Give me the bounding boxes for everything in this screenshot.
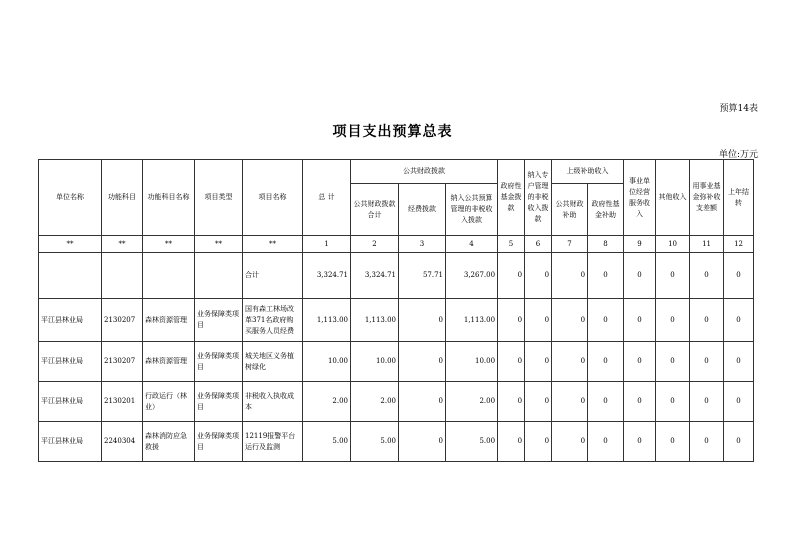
header-gov-fund: 政府性基金拨款 xyxy=(498,160,525,236)
pf-total-cell: 1,113.00 xyxy=(351,299,399,342)
us-public-cell: 0 xyxy=(552,382,588,422)
col-number: 8 xyxy=(588,236,624,253)
other-income-cell: 0 xyxy=(656,342,690,382)
unit-label: 单位:万元 xyxy=(718,150,758,160)
unit-cell: 平江县林业局 xyxy=(39,422,102,462)
funding-cell: 0 xyxy=(399,382,446,422)
funding-cell: 0 xyxy=(399,342,446,382)
special-nontax-cell: 0 xyxy=(525,382,552,422)
column-number-row xyxy=(39,236,754,253)
header-func-name: 功能科目名称 xyxy=(143,160,195,236)
service-income-cell: 0 xyxy=(624,253,656,299)
special-nontax-cell: 0 xyxy=(525,299,552,342)
header-service-income: 事业单位经营服务收入 xyxy=(624,160,656,236)
total-cell: 2.00 xyxy=(303,382,351,422)
header-carryover: 上年结转 xyxy=(724,160,754,236)
carryover-cell: 0 xyxy=(724,422,754,462)
header-pf-nontax: 纳入公共预算管理的非税收入拨款 xyxy=(446,184,498,236)
total-cell: 3,324.71 xyxy=(303,253,351,299)
special-nontax-cell: 0 xyxy=(525,422,552,462)
funding-cell: 0 xyxy=(399,422,446,462)
func-code-cell xyxy=(102,253,143,299)
project-type-cell xyxy=(195,253,243,299)
header-us-gov-fund: 政府性基金补助 xyxy=(588,184,624,236)
nontax-cell: 1,113.00 xyxy=(446,299,498,342)
fund-fill-cell: 0 xyxy=(690,342,724,382)
table-row xyxy=(39,422,754,462)
fund-fill-cell: 0 xyxy=(690,382,724,422)
other-income-cell: 0 xyxy=(656,253,690,299)
us-gov-fund-cell: 0 xyxy=(588,253,624,299)
pf-total-cell: 5.00 xyxy=(351,422,399,462)
gov-fund-cell: 0 xyxy=(498,299,525,342)
special-nontax-cell: 0 xyxy=(525,342,552,382)
other-income-cell: 0 xyxy=(656,422,690,462)
header-fund-fill: 用事业基金弥补收支差额 xyxy=(690,160,724,236)
col-number: ** xyxy=(102,236,143,253)
total-cell: 1,113.00 xyxy=(303,299,351,342)
func-code-cell: 2130207 xyxy=(102,342,143,382)
project-type-cell: 业务保障类项目 xyxy=(195,422,243,462)
col-number: 10 xyxy=(656,236,690,253)
func-code-cell: 2130201 xyxy=(102,382,143,422)
func-name-cell: 行政运行（林业） xyxy=(143,382,195,422)
funding-cell: 57.71 xyxy=(399,253,446,299)
total-cell: 5.00 xyxy=(303,422,351,462)
project-name-cell: 非税收入执收成本 xyxy=(243,382,303,422)
us-public-cell: 0 xyxy=(552,342,588,382)
func-name-cell xyxy=(143,253,195,299)
func-code-cell: 2240304 xyxy=(102,422,143,462)
header-public-finance: 公共财政拨款 xyxy=(351,160,498,184)
carryover-cell: 0 xyxy=(724,253,754,299)
gov-fund-cell: 0 xyxy=(498,253,525,299)
us-gov-fund-cell: 0 xyxy=(588,342,624,382)
total-cell: 10.00 xyxy=(303,342,351,382)
col-number: 12 xyxy=(724,236,754,253)
service-income-cell: 0 xyxy=(624,342,656,382)
header-special-nontax: 纳入专户管理的非税收入拨款 xyxy=(525,160,552,236)
project-type-cell: 业务保障类项目 xyxy=(195,299,243,342)
func-name-cell: 森林资源管理 xyxy=(143,299,195,342)
table-row xyxy=(39,382,754,422)
project-name-cell: 合计 xyxy=(243,253,303,299)
nontax-cell: 5.00 xyxy=(446,422,498,462)
page-title: 项目支出预算总表 xyxy=(332,124,453,140)
nontax-cell: 3,267.00 xyxy=(446,253,498,299)
project-name-cell: 城关地区义务植树绿化 xyxy=(243,342,303,382)
pf-total-cell: 10.00 xyxy=(351,342,399,382)
header-unit-name: 单位名称 xyxy=(39,160,102,236)
other-income-cell: 0 xyxy=(656,299,690,342)
carryover-cell: 0 xyxy=(724,342,754,382)
carryover-cell: 0 xyxy=(724,299,754,342)
col-number: ** xyxy=(39,236,102,253)
project-name-cell: 国有森工林场改革371名政府购买服务人员经费 xyxy=(243,299,303,342)
nontax-cell: 2.00 xyxy=(446,382,498,422)
carryover-cell: 0 xyxy=(724,382,754,422)
us-public-cell: 0 xyxy=(552,299,588,342)
funding-cell: 0 xyxy=(399,299,446,342)
unit-cell: 平江县林业局 xyxy=(39,382,102,422)
table-row xyxy=(39,299,754,342)
us-public-cell: 0 xyxy=(552,422,588,462)
service-income-cell: 0 xyxy=(624,422,656,462)
total-row xyxy=(39,253,754,299)
col-number: ** xyxy=(243,236,303,253)
header-func-code: 功能科目 xyxy=(102,160,143,236)
special-nontax-cell: 0 xyxy=(525,253,552,299)
col-number: 2 xyxy=(351,236,399,253)
col-number: 3 xyxy=(399,236,446,253)
col-number: 4 xyxy=(446,236,498,253)
fund-fill-cell: 0 xyxy=(690,299,724,342)
us-gov-fund-cell: 0 xyxy=(588,382,624,422)
header-other-income: 其他收入 xyxy=(656,160,690,236)
col-number: 1 xyxy=(303,236,351,253)
gov-fund-cell: 0 xyxy=(498,342,525,382)
header-us-public: 公共财政补助 xyxy=(552,184,588,236)
col-number: ** xyxy=(195,236,243,253)
col-number: 6 xyxy=(525,236,552,253)
header-upper-subsidy: 上级补助收入 xyxy=(552,160,624,184)
col-number: 11 xyxy=(690,236,724,253)
other-income-cell: 0 xyxy=(656,382,690,422)
gov-fund-cell: 0 xyxy=(498,422,525,462)
header-project-type: 项目类型 xyxy=(195,160,243,236)
pf-total-cell: 2.00 xyxy=(351,382,399,422)
table-row xyxy=(39,342,754,382)
col-number: 5 xyxy=(498,236,525,253)
gov-fund-cell: 0 xyxy=(498,382,525,422)
header-project-name: 项目名称 xyxy=(243,160,303,236)
service-income-cell: 0 xyxy=(624,382,656,422)
unit-cell: 平江县林业局 xyxy=(39,299,102,342)
pf-total-cell: 3,324.71 xyxy=(351,253,399,299)
us-gov-fund-cell: 0 xyxy=(588,299,624,342)
us-gov-fund-cell: 0 xyxy=(588,422,624,462)
unit-cell xyxy=(39,253,102,299)
project-type-cell: 业务保障类项目 xyxy=(195,382,243,422)
form-number: 预算14表 xyxy=(719,104,758,114)
us-public-cell: 0 xyxy=(552,253,588,299)
project-type-cell: 业务保障类项目 xyxy=(195,342,243,382)
header-total: 总 计 xyxy=(303,160,351,236)
col-number: 9 xyxy=(624,236,656,253)
func-code-cell: 2130207 xyxy=(102,299,143,342)
service-income-cell: 0 xyxy=(624,299,656,342)
fund-fill-cell: 0 xyxy=(690,253,724,299)
col-number: ** xyxy=(143,236,195,253)
nontax-cell: 10.00 xyxy=(446,342,498,382)
project-name-cell: 12119报警平台运行及监测 xyxy=(243,422,303,462)
header-pf-funding: 经费拨款 xyxy=(399,184,446,236)
data-rows xyxy=(39,253,754,462)
func-name-cell: 森林资源管理 xyxy=(143,342,195,382)
unit-cell: 平江县林业局 xyxy=(39,342,102,382)
budget-table xyxy=(38,159,754,462)
col-number: 7 xyxy=(552,236,588,253)
func-name-cell: 森林消防应急救援 xyxy=(143,422,195,462)
header-pf-total: 公共财政拨款合计 xyxy=(351,184,399,236)
fund-fill-cell: 0 xyxy=(690,422,724,462)
